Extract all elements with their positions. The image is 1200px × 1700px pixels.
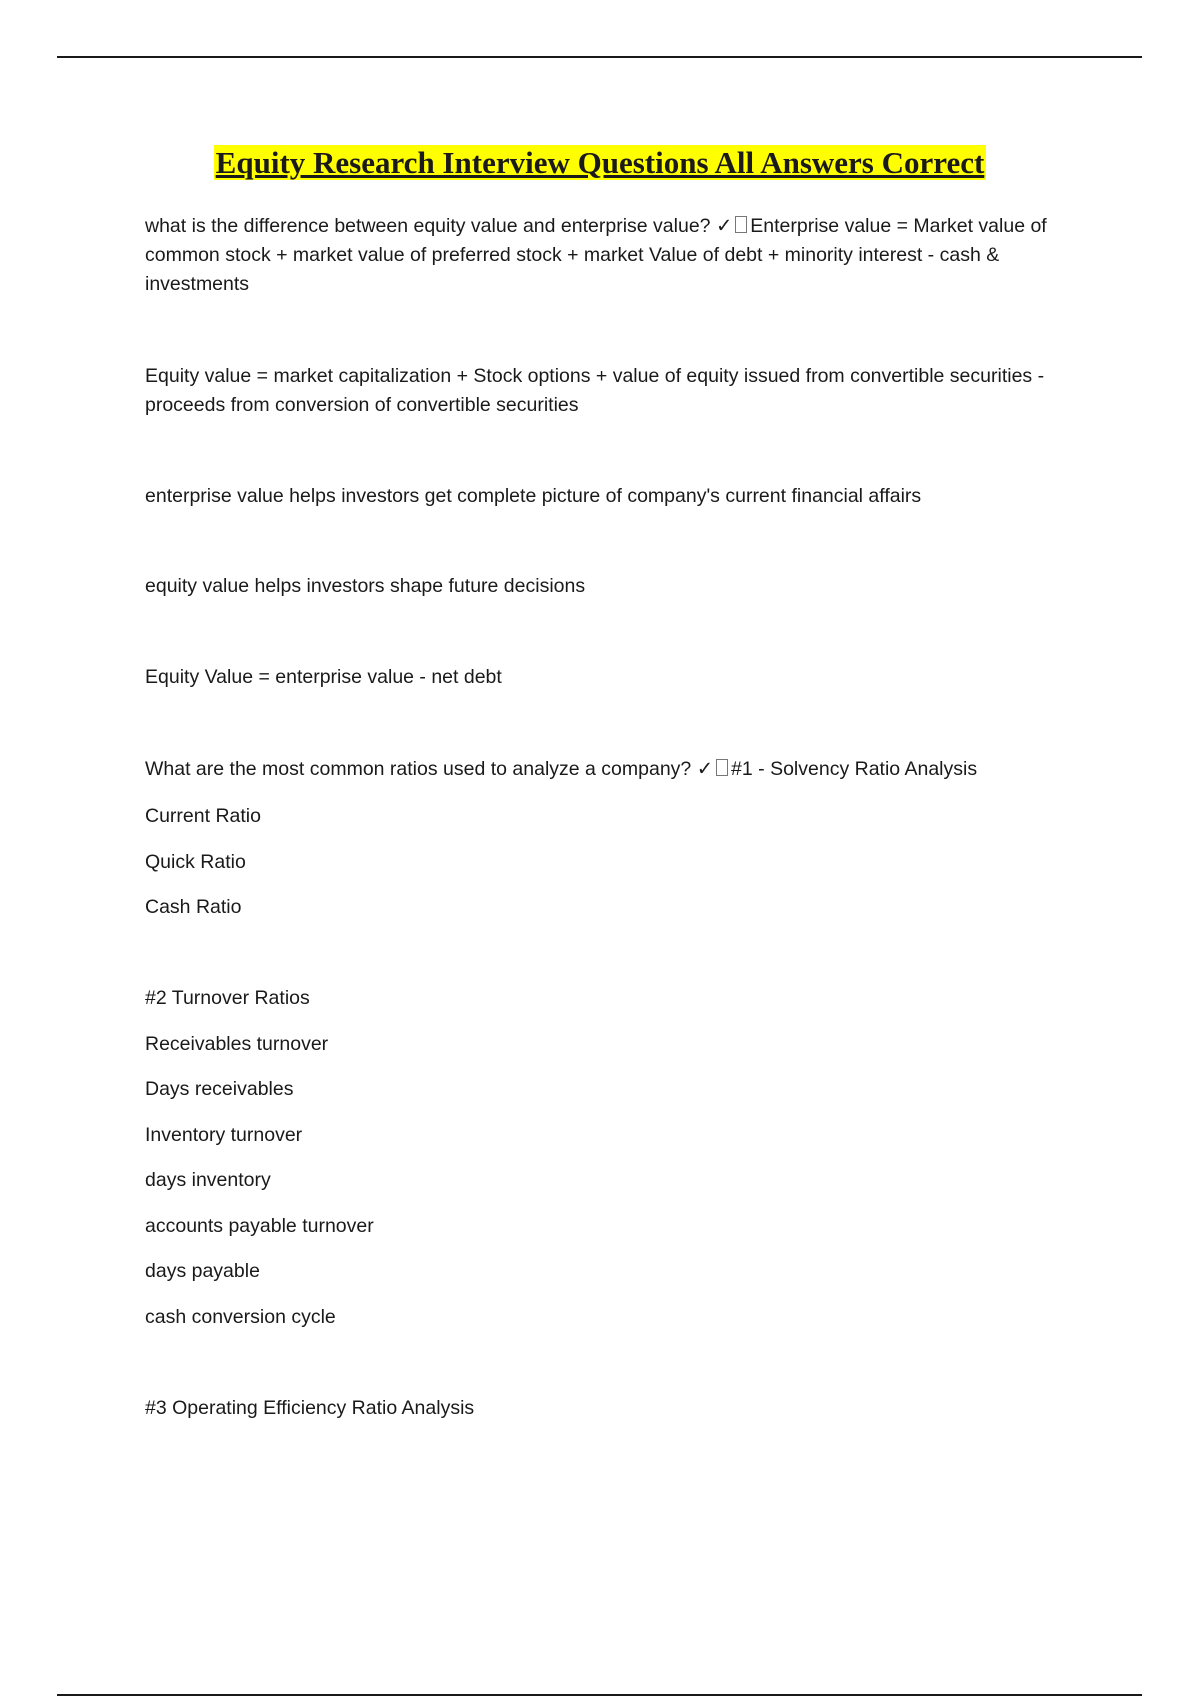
- list-item: days inventory: [145, 1169, 271, 1191]
- q1-answer: Enterprise value = Market value of common stock + market value of preferred stock + market Value of debt + minority interest - cash & investments: [145, 215, 1047, 295]
- turnover-heading: #2 Turnover Ratios: [145, 987, 310, 1009]
- check-icon: ✓: [696, 758, 714, 780]
- equity-value-formula: Equity value = market capitalization + Stock options + value of equity issued from convertible securities - proceeds from conversion of convertible securities: [145, 365, 1045, 416]
- enterprise-value-note: enterprise value helps investors get complete picture of company's current financial affairs: [145, 485, 922, 507]
- document-title-text: Equity Research Interview Questions All Answers Correct: [215, 145, 985, 180]
- list-item: Days receivables: [145, 1078, 294, 1100]
- equity-value-net-debt: Equity Value = enterprise value - net debt: [145, 666, 502, 688]
- list-item: accounts payable turnover: [145, 1215, 374, 1237]
- top-rule: [57, 56, 1142, 58]
- list-item: cash conversion cycle: [145, 1306, 336, 1328]
- document-title: [0, 143, 1200, 183]
- list-item: Current Ratio: [145, 805, 261, 827]
- list-item: Inventory turnover: [145, 1124, 303, 1146]
- q1-paragraph: [145, 212, 1095, 299]
- q2-paragraph: [145, 755, 1095, 784]
- list-item: Receivables turnover: [145, 1033, 329, 1055]
- equity-value-note: equity value helps investors shape future decisions: [145, 575, 586, 597]
- q2-answer: #1 - Solvency Ratio Analysis: [731, 758, 978, 780]
- bottom-rule: [57, 1694, 1142, 1696]
- operating-heading: #3 Operating Efficiency Ratio Analysis: [145, 1397, 475, 1419]
- q2-question: What are the most common ratios used to analyze a company?: [145, 758, 692, 780]
- list-item: days payable: [145, 1260, 260, 1282]
- check-icon: ✓: [715, 215, 733, 237]
- placeholder-box-icon: [716, 759, 728, 776]
- list-item: Quick Ratio: [145, 851, 246, 873]
- placeholder-box-icon: [735, 216, 747, 233]
- q1-question: what is the difference between equity value and enterprise value?: [145, 215, 711, 237]
- list-item: Cash Ratio: [145, 896, 242, 918]
